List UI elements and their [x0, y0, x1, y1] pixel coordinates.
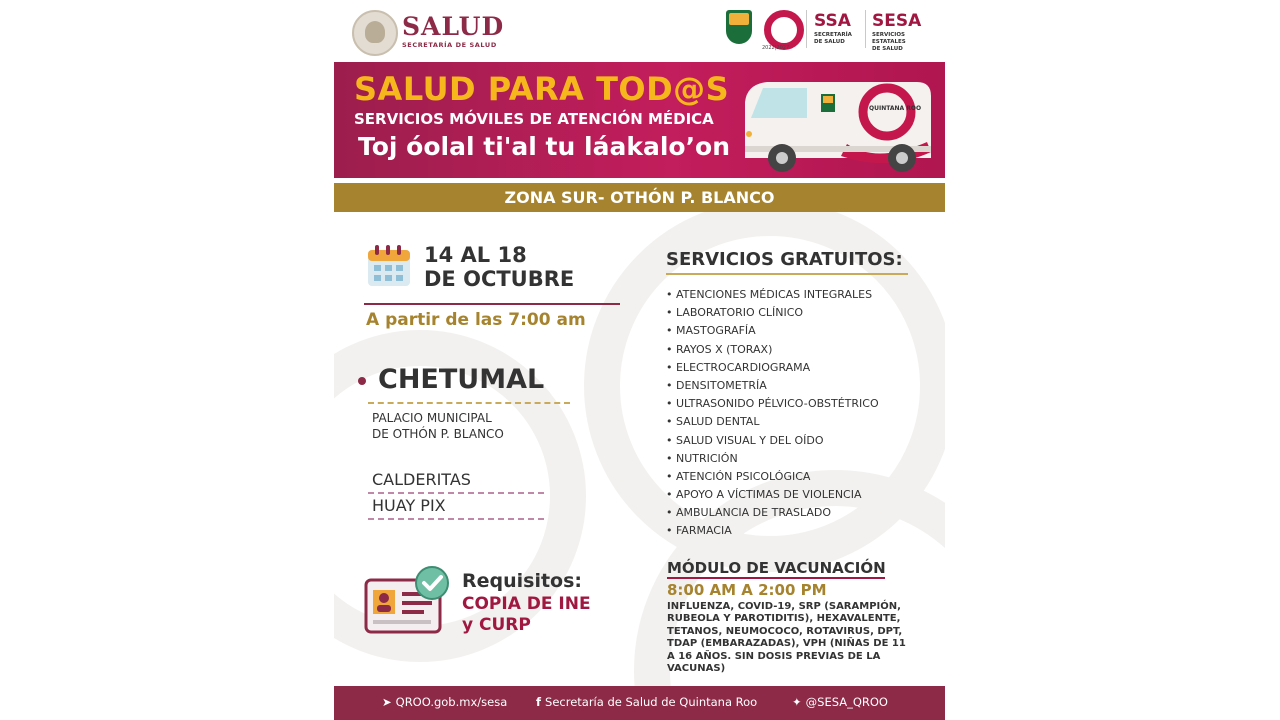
city-name: CHETUMAL	[378, 364, 545, 395]
footer-twitter-link[interactable]	[792, 695, 888, 709]
place-divider	[368, 492, 544, 494]
salud-logo	[352, 10, 512, 54]
partner-logos	[726, 8, 936, 52]
vaccination-line: A 16 AÑOS. SIN DOSIS PREVIAS DE LA VACUNAS)	[667, 650, 881, 675]
service-item: • ELECTROCARDIOGRAMA	[666, 360, 811, 374]
banner-subtitle: SERVICIOS MÓVILES DE ATENCIÓN MÉDICA	[354, 110, 714, 128]
service-item: • ATENCIONES MÉDICAS INTEGRALES	[666, 288, 873, 301]
logo-divider	[806, 10, 807, 48]
service-item: • LABORATORIO CLÍNICO	[666, 306, 804, 320]
twitter-icon: ✦	[792, 695, 802, 709]
vaccination-time: 8:00 AM A 2:00 PM	[667, 581, 827, 599]
banner-title: SALUD PARA TOD@S	[354, 70, 730, 108]
service-item: • ULTRASONIDO PÉLVICO-OBSTÉTRICO	[666, 397, 879, 411]
zone-bar	[334, 183, 945, 212]
salud-logo-subtitle: SECRETARÍA DE SALUD	[402, 41, 497, 49]
location-bullet-icon	[358, 377, 366, 385]
quintana-roo-shield-icon	[726, 10, 752, 44]
service-item: • SALUD DENTAL	[666, 415, 760, 429]
date-range-line-2: DE OCTUBRE	[424, 267, 575, 291]
footer-web-text: QROO.gob.mx/sesa	[395, 695, 508, 709]
services-divider	[666, 273, 908, 275]
footer-facebook-text: Secretaría de Salud de Quintana Roo	[545, 695, 758, 709]
mexico-seal-icon	[352, 10, 398, 56]
service-item: • RAYOS X (TORAX)	[666, 342, 773, 356]
service-item: • NUTRICIÓN	[666, 451, 738, 465]
service-item: • MASTOGRAFÍA	[666, 324, 756, 338]
address-line-1: PALACIO MUNICIPAL	[372, 411, 492, 425]
quintana-roo-q-logo-icon	[764, 10, 804, 50]
facebook-icon: f	[536, 695, 542, 709]
vaccination-line: TETANOS, NEUMOCOCO, ROTAVIRUS, DPT,	[667, 625, 903, 637]
service-item: • APOYO A VÍCTIMAS DE VIOLENCIA	[666, 488, 862, 502]
calendar-icon	[366, 244, 412, 288]
van-logo-label: QUINTANA ROO	[869, 105, 922, 112]
address-line-2: DE OTHÓN P. BLANCO	[372, 427, 504, 441]
services-title: SERVICIOS GRATUITOS:	[666, 249, 903, 270]
requirements-line-2: y CURP	[462, 615, 531, 635]
vaccination-description	[667, 601, 937, 675]
date-range-line-1: 14 AL 18	[424, 243, 527, 267]
banner-maya-text: Toj óolal ti'al tu láakalo’on	[358, 132, 731, 161]
requirements-line-1: COPIA DE INE	[462, 594, 591, 614]
service-item: • SALUD VISUAL Y DEL OÍDO	[666, 433, 824, 447]
services-list	[666, 286, 879, 541]
logo-divider	[865, 10, 866, 48]
vaccination-divider	[667, 577, 885, 579]
footer-web-link[interactable]	[382, 695, 507, 709]
date-divider	[364, 303, 620, 305]
footer	[334, 686, 945, 720]
requirements-label: Requisitos:	[462, 570, 583, 592]
poster	[334, 0, 945, 720]
service-item: • AMBULANCIA DE TRASLADO	[666, 506, 832, 520]
service-item: • ATENCIÓN PSICOLÓGICA	[666, 469, 811, 483]
service-item: • FARMACIA	[666, 524, 732, 538]
mobile-clinic-van-icon	[737, 72, 937, 176]
q-logo-years: 2022|2027	[762, 45, 790, 51]
id-card-check-icon	[364, 566, 454, 636]
place-item: CALDERITAS	[372, 470, 471, 489]
cursor-icon: ➤	[382, 695, 392, 709]
sesa-logo: SESA	[872, 11, 922, 31]
vaccination-line: RUBEOLA Y PAROTIDITIS), HEXAVALENTE,	[667, 613, 901, 625]
vaccination-line: INFLUENZA, COVID-19, SRP (SARAMPIÓN,	[667, 601, 901, 612]
sesa-logo-subtitle: SERVICIOS ESTATALES DE SALUD	[872, 32, 906, 52]
footer-twitter-text: @SESA_QROO	[805, 695, 888, 709]
footer-facebook-link[interactable]	[536, 695, 757, 709]
ssa-logo: SSA	[814, 11, 851, 31]
campaign-banner	[334, 62, 945, 178]
service-item: • DENSITOMETRÍA	[666, 378, 767, 392]
vaccination-line: TDAP (EMBARAZADAS), VPH (NIÑAS DE 11	[667, 638, 906, 650]
vaccination-title: MÓDULO DE VACUNACIÓN	[667, 559, 886, 577]
salud-logo-word: SALUD	[402, 12, 505, 41]
start-time: A partir de las 7:00 am	[366, 310, 586, 330]
place-item: HUAY PIX	[372, 496, 446, 515]
city-divider	[368, 402, 570, 404]
ssa-logo-subtitle: SECRETARÍA DE SALUD	[814, 32, 852, 45]
place-divider	[368, 518, 544, 520]
zone-label: ZONA SUR- OTHÓN P. BLANCO	[504, 188, 775, 207]
